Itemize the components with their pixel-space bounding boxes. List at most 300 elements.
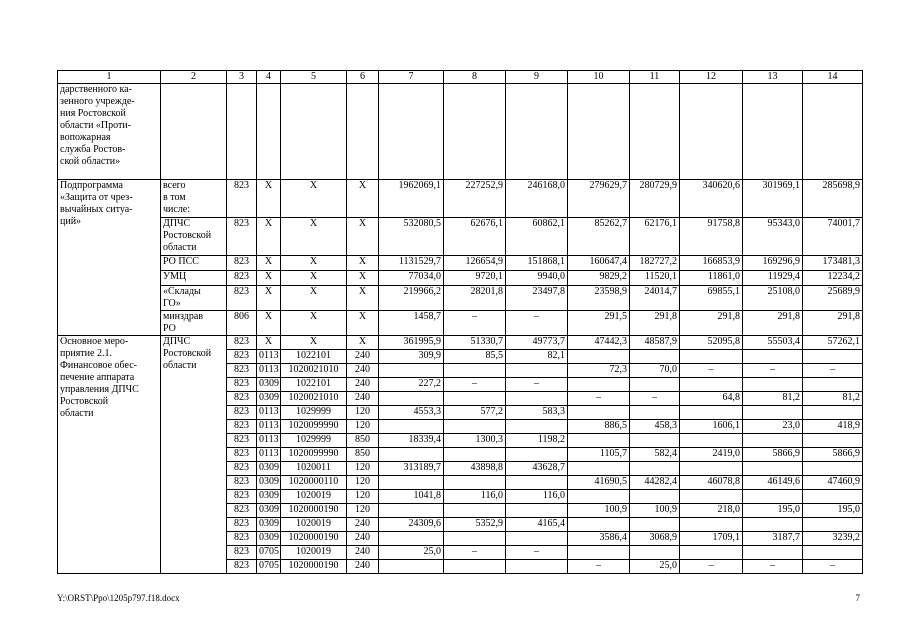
amount-cell: 46149,6 <box>743 476 803 490</box>
amount-cell: 60862,1 <box>506 218 568 256</box>
target-article-cell: Х <box>281 336 347 350</box>
amount-cell <box>568 518 630 532</box>
amount-cell: 62176,1 <box>630 218 680 256</box>
amount-cell <box>680 378 743 392</box>
amount-cell: 301969,1 <box>743 180 803 218</box>
empty-cell <box>568 84 630 180</box>
amount-cell <box>568 462 630 476</box>
amount-cell <box>444 448 506 462</box>
section-code-cell: 0113 <box>257 420 281 434</box>
amount-cell: 74001,7 <box>803 218 863 256</box>
amount-cell <box>379 420 444 434</box>
amount-cell: 227252,9 <box>444 180 506 218</box>
file-path: Y:\ORST\Ppo\1205p797.f18.docx <box>57 593 180 603</box>
section-code-cell: 0309 <box>257 518 281 532</box>
amount-cell: 195,0 <box>803 504 863 518</box>
ministry-code-cell: 823 <box>227 476 257 490</box>
amount-cell <box>444 532 506 546</box>
amount-cell <box>506 532 568 546</box>
ministry-code-cell: 823 <box>227 434 257 448</box>
column-header: 9 <box>506 71 568 84</box>
column-header: 14 <box>803 71 863 84</box>
expense-type-cell: 240 <box>347 546 379 560</box>
amount-cell: 418,9 <box>803 420 863 434</box>
expense-type-cell: 240 <box>347 518 379 532</box>
expense-type-cell: Х <box>347 256 379 271</box>
ministry-code-cell: 823 <box>227 180 257 218</box>
section-code-cell: 0309 <box>257 504 281 518</box>
table-row <box>58 180 863 218</box>
ministry-code-cell: 823 <box>227 350 257 364</box>
amount-cell: 227,2 <box>379 378 444 392</box>
amount-cell: 182727,2 <box>630 256 680 271</box>
amount-cell <box>680 546 743 560</box>
expense-type-cell: Х <box>347 336 379 350</box>
header-row <box>58 71 863 84</box>
ministry-code-cell: 823 <box>227 256 257 271</box>
section-code-cell: 0309 <box>257 392 281 406</box>
target-article-cell: 1020000190 <box>281 532 347 546</box>
amount-cell: 72,3 <box>568 364 630 378</box>
amount-cell <box>568 490 630 504</box>
amount-cell: 41690,5 <box>568 476 630 490</box>
ministry-code-cell: 823 <box>227 518 257 532</box>
amount-cell: 25108,0 <box>743 286 803 311</box>
amount-cell <box>743 378 803 392</box>
amount-cell <box>379 448 444 462</box>
amount-cell <box>379 560 444 574</box>
amount-cell: 886,5 <box>568 420 630 434</box>
ministry-code-cell: 823 <box>227 420 257 434</box>
executor-cell: минздрав РО <box>161 311 227 336</box>
amount-cell <box>803 434 863 448</box>
amount-cell: – <box>743 364 803 378</box>
target-article-cell: 1020000190 <box>281 504 347 518</box>
amount-cell: 3586,4 <box>568 532 630 546</box>
amount-cell: 3187,7 <box>743 532 803 546</box>
ministry-code-cell: 823 <box>227 504 257 518</box>
amount-cell: – <box>506 546 568 560</box>
amount-cell: – <box>803 560 863 574</box>
amount-cell <box>803 462 863 476</box>
target-article-cell: 1020000110 <box>281 476 347 490</box>
executor-cell: всего в том числе: <box>161 180 227 218</box>
amount-cell: 100,9 <box>568 504 630 518</box>
expense-type-cell: 120 <box>347 504 379 518</box>
amount-cell <box>444 560 506 574</box>
amount-cell <box>379 476 444 490</box>
amount-cell <box>680 518 743 532</box>
amount-cell: 25,0 <box>630 560 680 574</box>
target-article-cell: 1029999 <box>281 434 347 448</box>
expense-type-cell: Х <box>347 218 379 256</box>
target-article-cell: 1029999 <box>281 406 347 420</box>
amount-cell: 582,4 <box>630 448 680 462</box>
amount-cell: 9940,0 <box>506 271 568 286</box>
section-code-cell: Х <box>257 256 281 271</box>
expense-type-cell: Х <box>347 180 379 218</box>
amount-cell: 23,0 <box>743 420 803 434</box>
section-code-cell: 0113 <box>257 350 281 364</box>
expense-type-cell: 240 <box>347 378 379 392</box>
amount-cell: 291,5 <box>568 311 630 336</box>
amount-cell <box>568 434 630 448</box>
amount-cell: 55503,4 <box>743 336 803 350</box>
amount-cell <box>803 378 863 392</box>
target-article-cell: 1020019 <box>281 490 347 504</box>
amount-cell: 116,0 <box>444 490 506 504</box>
amount-cell <box>506 560 568 574</box>
amount-cell <box>680 462 743 476</box>
amount-cell: 47442,3 <box>568 336 630 350</box>
amount-cell: 70,0 <box>630 364 680 378</box>
row-name-cell: дарственного ка- зенного учрежде- ния Ростовской области «Проти- вопожарная служба Ростов- ской области» <box>58 84 161 180</box>
amount-cell <box>743 350 803 364</box>
amount-cell: 4165,4 <box>506 518 568 532</box>
amount-cell <box>743 490 803 504</box>
amount-cell: 12234,2 <box>803 271 863 286</box>
amount-cell: 166853,9 <box>680 256 743 271</box>
table-row <box>58 84 863 180</box>
amount-cell: 44282,4 <box>630 476 680 490</box>
amount-cell: 24014,7 <box>630 286 680 311</box>
section-code-cell: 0113 <box>257 364 281 378</box>
expense-type-cell: 240 <box>347 364 379 378</box>
expense-type-cell: 240 <box>347 560 379 574</box>
expense-type-cell: 240 <box>347 350 379 364</box>
target-article-cell: 1020019 <box>281 546 347 560</box>
amount-cell: 458,3 <box>630 420 680 434</box>
expense-type-cell: 120 <box>347 406 379 420</box>
expense-type-cell: Х <box>347 286 379 311</box>
amount-cell <box>743 546 803 560</box>
column-header: 12 <box>680 71 743 84</box>
amount-cell: – <box>506 378 568 392</box>
amount-cell <box>506 420 568 434</box>
empty-cell <box>743 84 803 180</box>
amount-cell: 81,2 <box>803 392 863 406</box>
amount-cell: – <box>444 311 506 336</box>
ministry-code-cell: 823 <box>227 336 257 350</box>
section-code-cell: Х <box>257 271 281 286</box>
amount-cell: 291,8 <box>630 311 680 336</box>
section-code-cell: 0309 <box>257 476 281 490</box>
amount-cell: 126654,9 <box>444 256 506 271</box>
empty-cell <box>161 84 227 180</box>
expense-type-cell: 120 <box>347 490 379 504</box>
section-code-cell: 0705 <box>257 546 281 560</box>
target-article-cell: Х <box>281 271 347 286</box>
ministry-code-cell: 806 <box>227 311 257 336</box>
amount-cell: 309,9 <box>379 350 444 364</box>
expense-type-cell: 120 <box>347 420 379 434</box>
column-header: 1 <box>58 71 161 84</box>
amount-cell <box>568 406 630 420</box>
target-article-cell: Х <box>281 286 347 311</box>
expense-type-cell: 850 <box>347 434 379 448</box>
amount-cell: – <box>568 392 630 406</box>
amount-cell: 1606,1 <box>680 420 743 434</box>
amount-cell: 69855,1 <box>680 286 743 311</box>
amount-cell <box>444 392 506 406</box>
executor-cell: ДПЧС Ростовской области <box>161 336 227 574</box>
amount-cell <box>680 434 743 448</box>
amount-cell: – <box>506 311 568 336</box>
expense-type-cell: 240 <box>347 392 379 406</box>
amount-cell <box>379 364 444 378</box>
target-article-cell: Х <box>281 311 347 336</box>
page-number: 7 <box>855 593 860 603</box>
section-code-cell: Х <box>257 336 281 350</box>
amount-cell: – <box>743 560 803 574</box>
ministry-code-cell: 823 <box>227 448 257 462</box>
column-header: 7 <box>379 71 444 84</box>
expense-type-cell: 850 <box>347 448 379 462</box>
amount-cell: 3068,9 <box>630 532 680 546</box>
amount-cell: – <box>444 378 506 392</box>
column-header: 2 <box>161 71 227 84</box>
section-code-cell: Х <box>257 286 281 311</box>
table-row <box>58 336 863 350</box>
amount-cell: 1105,7 <box>568 448 630 462</box>
executor-cell: «Склады ГО» <box>161 286 227 311</box>
column-header: 8 <box>444 71 506 84</box>
ministry-code-cell: 823 <box>227 392 257 406</box>
amount-cell: 25689,9 <box>803 286 863 311</box>
empty-cell <box>379 84 444 180</box>
table-row <box>58 218 863 256</box>
amount-cell: 160647,4 <box>568 256 630 271</box>
amount-cell: 1041,8 <box>379 490 444 504</box>
amount-cell <box>379 532 444 546</box>
amount-cell: 291,8 <box>803 311 863 336</box>
amount-cell: 51330,7 <box>444 336 506 350</box>
amount-cell <box>743 406 803 420</box>
amount-cell <box>379 392 444 406</box>
section-code-cell: 0113 <box>257 406 281 420</box>
amount-cell <box>379 504 444 518</box>
amount-cell <box>568 546 630 560</box>
amount-cell: 9829,2 <box>568 271 630 286</box>
target-article-cell: 1022101 <box>281 378 347 392</box>
table-row <box>58 286 863 311</box>
amount-cell <box>506 392 568 406</box>
section-code-cell: Х <box>257 180 281 218</box>
amount-cell <box>803 546 863 560</box>
target-article-cell: Х <box>281 218 347 256</box>
section-code-cell: 0309 <box>257 532 281 546</box>
amount-cell <box>506 448 568 462</box>
amount-cell: 91758,8 <box>680 218 743 256</box>
section-code-cell: 0309 <box>257 378 281 392</box>
amount-cell <box>803 490 863 504</box>
target-article-cell: 1020021010 <box>281 364 347 378</box>
empty-cell <box>630 84 680 180</box>
ministry-code-cell: 823 <box>227 532 257 546</box>
empty-cell <box>506 84 568 180</box>
amount-cell: 100,9 <box>630 504 680 518</box>
amount-cell: 77034,0 <box>379 271 444 286</box>
amount-cell <box>630 490 680 504</box>
amount-cell: 11929,4 <box>743 271 803 286</box>
ministry-code-cell: 823 <box>227 490 257 504</box>
amount-cell: 11520,1 <box>630 271 680 286</box>
expense-type-cell: 120 <box>347 462 379 476</box>
section-code-cell: 0113 <box>257 434 281 448</box>
amount-cell: 116,0 <box>506 490 568 504</box>
amount-cell <box>743 462 803 476</box>
amount-cell: 9720,1 <box>444 271 506 286</box>
amount-cell: 583,3 <box>506 406 568 420</box>
ministry-code-cell: 823 <box>227 218 257 256</box>
amount-cell: – <box>444 546 506 560</box>
amount-cell: 62676,1 <box>444 218 506 256</box>
amount-cell: 313189,7 <box>379 462 444 476</box>
section-code-cell: 0309 <box>257 462 281 476</box>
amount-cell <box>803 350 863 364</box>
amount-cell: 173481,3 <box>803 256 863 271</box>
amount-cell <box>444 364 506 378</box>
amount-cell: 291,8 <box>743 311 803 336</box>
amount-cell: 5866,9 <box>803 448 863 462</box>
ministry-code-cell: 823 <box>227 378 257 392</box>
expense-type-cell: 120 <box>347 476 379 490</box>
empty-cell <box>347 84 379 180</box>
column-header: 6 <box>347 71 379 84</box>
amount-cell <box>630 462 680 476</box>
amount-cell: 169296,9 <box>743 256 803 271</box>
amount-cell: 18339,4 <box>379 434 444 448</box>
target-article-cell: Х <box>281 256 347 271</box>
amount-cell: 285698,9 <box>803 180 863 218</box>
amount-cell: 1198,2 <box>506 434 568 448</box>
amount-cell <box>803 518 863 532</box>
program-name-cell: Подпрограмма «Защита от чрез- вычайных ситуа- ций» <box>58 180 161 336</box>
amount-cell: 195,0 <box>743 504 803 518</box>
amount-cell: – <box>803 364 863 378</box>
expense-type-cell: Х <box>347 271 379 286</box>
column-header: 10 <box>568 71 630 84</box>
executor-cell: РО ПСС <box>161 256 227 271</box>
section-code-cell: 0113 <box>257 448 281 462</box>
table-row <box>58 271 863 286</box>
expense-type-cell: Х <box>347 311 379 336</box>
executor-cell: ДПЧС Ростовской области <box>161 218 227 256</box>
amount-cell: 82,1 <box>506 350 568 364</box>
table-row <box>58 311 863 336</box>
amount-cell: 28201,8 <box>444 286 506 311</box>
amount-cell: 1131529,7 <box>379 256 444 271</box>
ministry-code-cell: 823 <box>227 271 257 286</box>
amount-cell <box>630 546 680 560</box>
amount-cell: 1300,3 <box>444 434 506 448</box>
amount-cell: 3239,2 <box>803 532 863 546</box>
empty-cell <box>227 84 257 180</box>
amount-cell <box>630 350 680 364</box>
amount-cell: 291,8 <box>680 311 743 336</box>
amount-cell <box>630 518 680 532</box>
amount-cell <box>630 406 680 420</box>
amount-cell <box>743 518 803 532</box>
column-header: 5 <box>281 71 347 84</box>
amount-cell: – <box>568 560 630 574</box>
amount-cell: 49773,7 <box>506 336 568 350</box>
target-article-cell: Х <box>281 180 347 218</box>
column-header: 13 <box>743 71 803 84</box>
amount-cell: 43898,8 <box>444 462 506 476</box>
amount-cell: – <box>680 364 743 378</box>
amount-cell: 95343,0 <box>743 218 803 256</box>
amount-cell <box>444 420 506 434</box>
ministry-code-cell: 823 <box>227 546 257 560</box>
amount-cell: 1962069,1 <box>379 180 444 218</box>
amount-cell: 5866,9 <box>743 448 803 462</box>
amount-cell: 48587,9 <box>630 336 680 350</box>
table-row <box>58 256 863 271</box>
target-article-cell: 1020019 <box>281 518 347 532</box>
column-header: 4 <box>257 71 281 84</box>
empty-cell <box>444 84 506 180</box>
amount-cell: 43628,7 <box>506 462 568 476</box>
empty-cell <box>803 84 863 180</box>
measure-name-cell: Основное меро- приятие 2.1. Финансовое обес- печение аппарата управления ДПЧС Ростовской области <box>58 336 161 574</box>
amount-cell <box>444 476 506 490</box>
target-article-cell: 1022101 <box>281 350 347 364</box>
budget-table <box>57 70 863 574</box>
amount-cell: – <box>630 392 680 406</box>
section-code-cell: 0309 <box>257 490 281 504</box>
amount-cell: 52095,8 <box>680 336 743 350</box>
ministry-code-cell: 823 <box>227 462 257 476</box>
amount-cell: 11861,0 <box>680 271 743 286</box>
amount-cell: 2419,0 <box>680 448 743 462</box>
amount-cell <box>630 378 680 392</box>
amount-cell: 340620,6 <box>680 180 743 218</box>
amount-cell: 23497,8 <box>506 286 568 311</box>
amount-cell: 4553,3 <box>379 406 444 420</box>
amount-cell: 25,0 <box>379 546 444 560</box>
target-article-cell: 1020000190 <box>281 560 347 574</box>
target-article-cell: 1020021010 <box>281 392 347 406</box>
amount-cell: 47460,9 <box>803 476 863 490</box>
amount-cell: 1458,7 <box>379 311 444 336</box>
amount-cell: 64,8 <box>680 392 743 406</box>
column-header: 3 <box>227 71 257 84</box>
ministry-code-cell: 823 <box>227 286 257 311</box>
ministry-code-cell: 823 <box>227 560 257 574</box>
amount-cell <box>803 406 863 420</box>
amount-cell: 246168,0 <box>506 180 568 218</box>
ministry-code-cell: 823 <box>227 406 257 420</box>
empty-cell <box>257 84 281 180</box>
target-article-cell: 1020099990 <box>281 448 347 462</box>
amount-cell: 151868,1 <box>506 256 568 271</box>
amount-cell <box>568 350 630 364</box>
amount-cell: 46078,8 <box>680 476 743 490</box>
amount-cell: 577,2 <box>444 406 506 420</box>
empty-cell <box>281 84 347 180</box>
amount-cell: 219966,2 <box>379 286 444 311</box>
amount-cell: 85262,7 <box>568 218 630 256</box>
empty-cell <box>680 84 743 180</box>
target-article-cell: 1020011 <box>281 462 347 476</box>
amount-cell: 57262,1 <box>803 336 863 350</box>
ministry-code-cell: 823 <box>227 364 257 378</box>
expense-type-cell: 240 <box>347 532 379 546</box>
amount-cell <box>506 504 568 518</box>
amount-cell: 218,0 <box>680 504 743 518</box>
amount-cell: 85,5 <box>444 350 506 364</box>
